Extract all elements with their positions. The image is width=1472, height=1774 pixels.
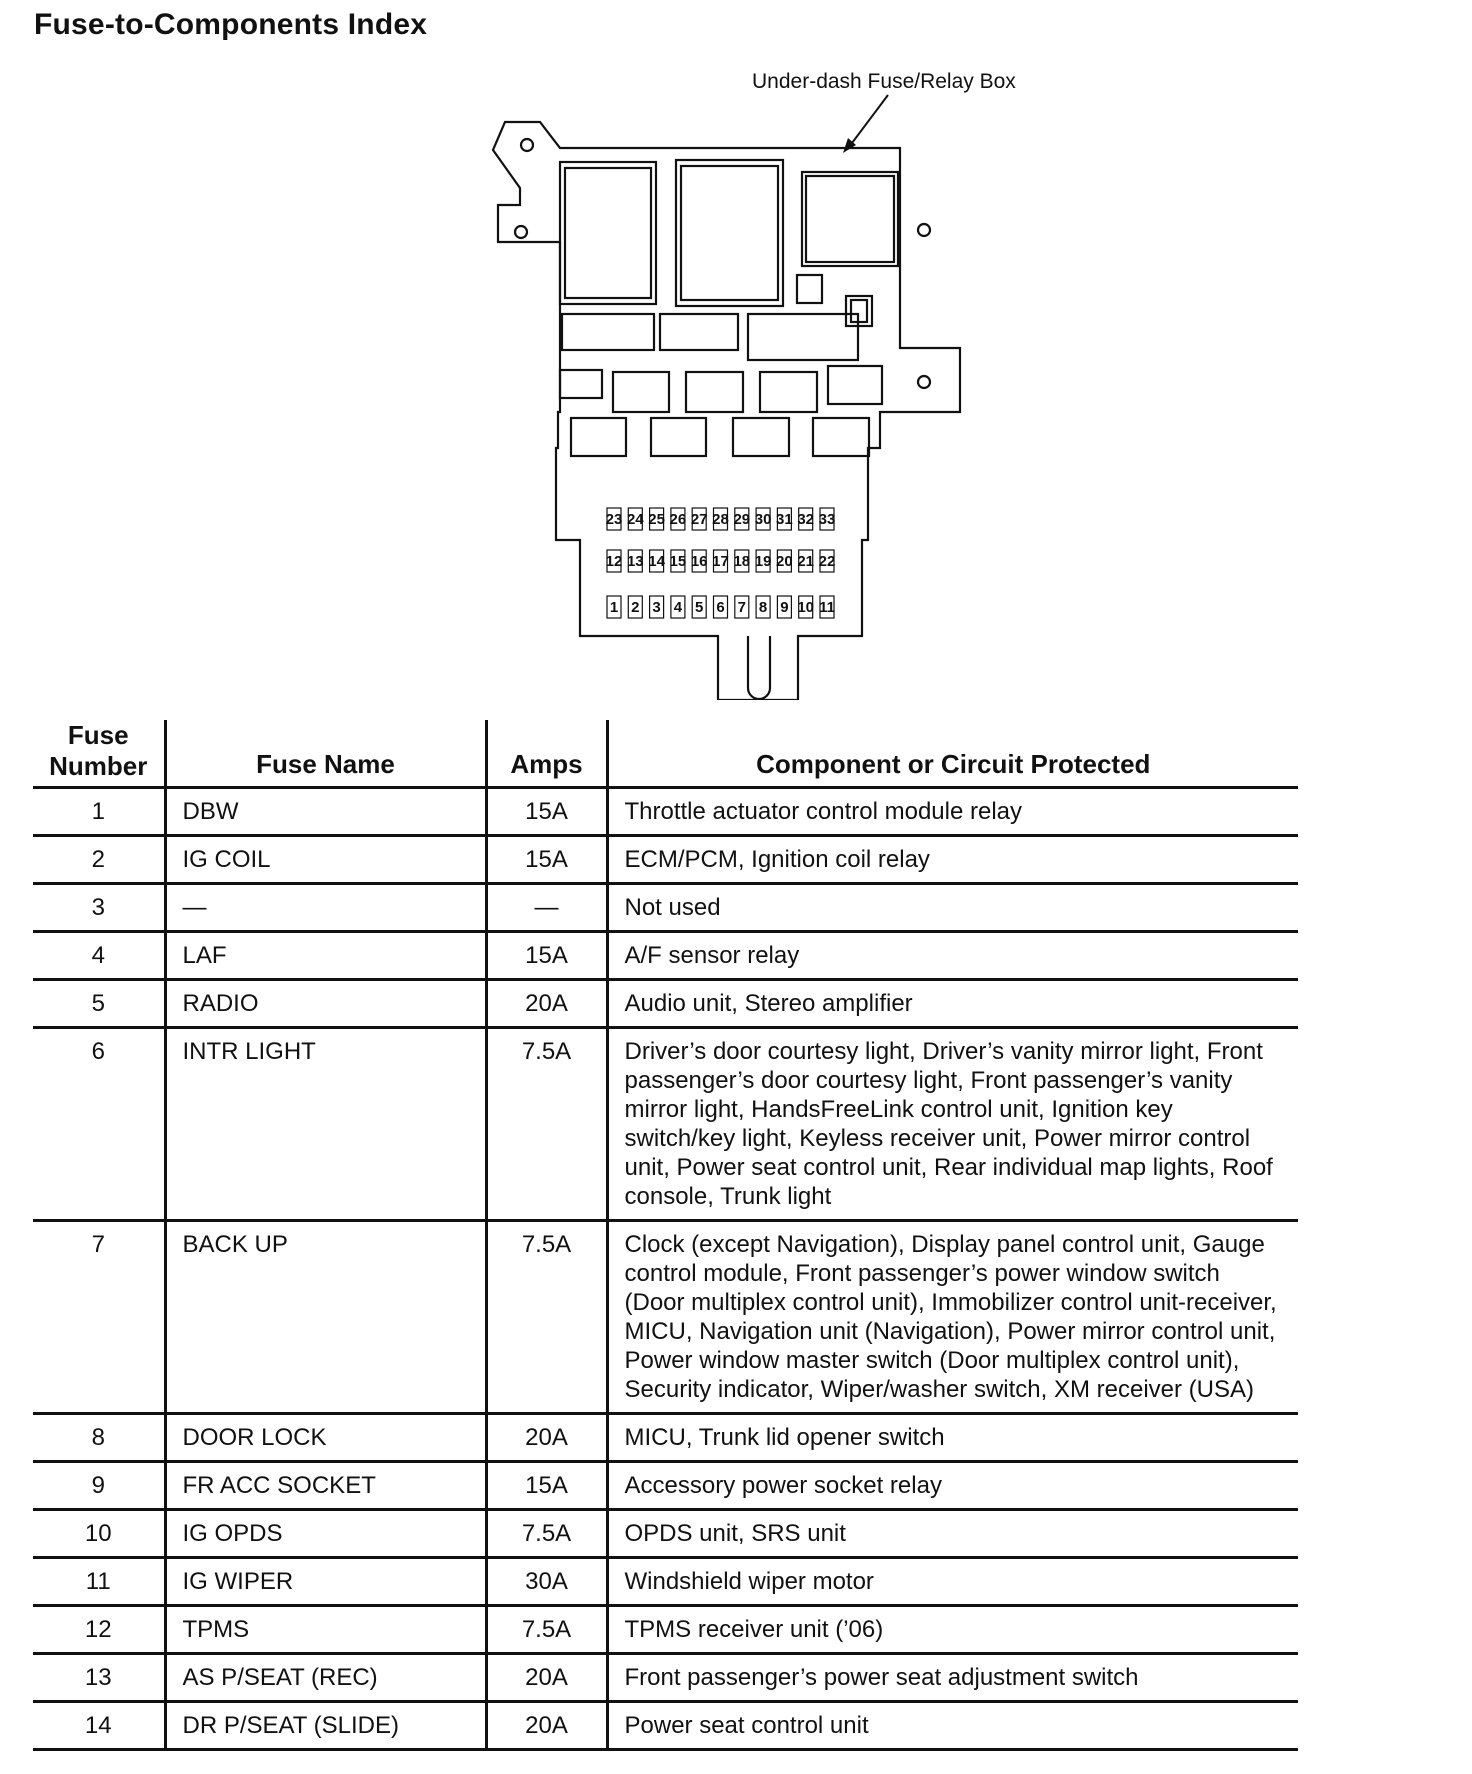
fuse-label-top: 24 bbox=[626, 511, 644, 528]
component-cell: Not used bbox=[607, 884, 1298, 932]
table-row bbox=[33, 1028, 1298, 1221]
table-row bbox=[33, 1654, 1298, 1702]
table-row bbox=[33, 1462, 1298, 1510]
fuse-name-cell: AS P/SEAT (REC) bbox=[165, 1654, 486, 1702]
label-leader-line bbox=[849, 95, 888, 147]
fuse-number-cell: 14 bbox=[33, 1702, 165, 1750]
fuse-label-middle: 12 bbox=[605, 553, 623, 570]
fuse-name-cell: IG WIPER bbox=[165, 1558, 486, 1606]
table-row bbox=[33, 932, 1298, 980]
header-fuse-number-line2: Number bbox=[49, 751, 148, 781]
box-label: Under-dash Fuse/Relay Box bbox=[752, 70, 1016, 93]
fuse-box-diagram bbox=[0, 0, 1472, 700]
fuse-row-top bbox=[606, 508, 836, 530]
fuse-label-top: 23 bbox=[605, 511, 623, 528]
fuse-label-bottom: 4 bbox=[673, 599, 683, 616]
fuse-label-top: 25 bbox=[648, 511, 665, 528]
amps-cell: 7.5A bbox=[486, 1028, 607, 1221]
component-cell: Driver’s door courtesy light, Driver’s vanity mirror light, Front passenger’s door courtesy light, Front passenger’s vanity mirror light, HandsFreeLink control unit, Ignition key switch/key light, Keyless receiver unit, Power mirror control unit, Power seat control unit, Rear individual map lights, Roof console, Trunk light bbox=[607, 1028, 1298, 1221]
header-fuse-name: Fuse Name bbox=[165, 720, 486, 788]
fuse-label-top: 33 bbox=[818, 511, 836, 528]
fuse-label-middle: 21 bbox=[797, 553, 815, 570]
fuse-label-bottom: 7 bbox=[737, 599, 746, 616]
page-title: Fuse-to-Components Index bbox=[34, 8, 428, 41]
fuse-name-cell: LAF bbox=[165, 932, 486, 980]
component-cell: OPDS unit, SRS unit bbox=[607, 1510, 1298, 1558]
header-fuse-number bbox=[33, 720, 165, 788]
component-cell: Power seat control unit bbox=[607, 1702, 1298, 1750]
fuse-label-bottom: 11 bbox=[819, 599, 835, 616]
amps-cell: 15A bbox=[486, 932, 607, 980]
fuse-label-top: 28 bbox=[712, 511, 729, 528]
fuse-row-bottom bbox=[607, 596, 835, 618]
fuse-number-cell: 7 bbox=[33, 1221, 165, 1414]
amps-cell: 30A bbox=[486, 1558, 607, 1606]
header-amps: Amps bbox=[486, 720, 607, 788]
amps-cell: 20A bbox=[486, 1702, 607, 1750]
fuse-label-bottom: 5 bbox=[695, 599, 704, 616]
fuse-number-cell: 12 bbox=[33, 1606, 165, 1654]
fuse-label-bottom: 1 bbox=[609, 599, 619, 616]
fuse-label-top: 30 bbox=[754, 511, 772, 528]
fuse-label-bottom: 3 bbox=[652, 599, 661, 616]
component-cell: Windshield wiper motor bbox=[607, 1558, 1298, 1606]
fuse-name-cell: IG OPDS bbox=[165, 1510, 486, 1558]
table-row bbox=[33, 1702, 1298, 1750]
fuse-name-cell: FR ACC SOCKET bbox=[165, 1462, 486, 1510]
fuse-label-middle: 19 bbox=[754, 553, 772, 570]
table-header-row bbox=[33, 720, 1298, 788]
table-row bbox=[33, 1510, 1298, 1558]
fuse-number-cell: 8 bbox=[33, 1414, 165, 1462]
component-cell: Front passenger’s power seat adjustment switch bbox=[607, 1654, 1298, 1702]
fuse-table bbox=[33, 720, 1298, 1751]
fuse-label-middle: 13 bbox=[626, 553, 644, 570]
amps-cell: 15A bbox=[486, 788, 607, 836]
amps-cell: 20A bbox=[486, 980, 607, 1028]
fuse-label-middle: 17 bbox=[712, 553, 729, 570]
fuse-label-bottom: 8 bbox=[758, 599, 768, 616]
fuse-name-cell: DBW bbox=[165, 788, 486, 836]
component-cell: MICU, Trunk lid opener switch bbox=[607, 1414, 1298, 1462]
fuse-label-middle: 15 bbox=[669, 553, 687, 570]
fuse-number-cell: 5 bbox=[33, 980, 165, 1028]
fuse-number-cell: 3 bbox=[33, 884, 165, 932]
fuse-box-outline bbox=[493, 122, 960, 700]
table-row bbox=[33, 884, 1298, 932]
fuse-label-middle: 16 bbox=[690, 553, 708, 570]
table-row bbox=[33, 1414, 1298, 1462]
fuse-name-cell: — bbox=[165, 884, 486, 932]
fuse-label-top: 31 bbox=[776, 511, 793, 528]
fuse-label-middle: 22 bbox=[818, 553, 836, 570]
fuse-name-cell: TPMS bbox=[165, 1606, 486, 1654]
fuse-name-cell: BACK UP bbox=[165, 1221, 486, 1414]
table-row bbox=[33, 980, 1298, 1028]
fuse-number-cell: 13 bbox=[33, 1654, 165, 1702]
amps-cell: 7.5A bbox=[486, 1510, 607, 1558]
table-row bbox=[33, 836, 1298, 884]
header-component: Component or Circuit Protected bbox=[607, 720, 1298, 788]
amps-cell: 20A bbox=[486, 1654, 607, 1702]
fuse-label-bottom: 6 bbox=[716, 599, 725, 616]
fuse-label-middle: 18 bbox=[733, 553, 751, 570]
fuse-name-cell: IG COIL bbox=[165, 836, 486, 884]
table-body bbox=[33, 788, 1298, 1750]
fuse-number-cell: 9 bbox=[33, 1462, 165, 1510]
fuse-number-cell: 1 bbox=[33, 788, 165, 836]
component-cell: Throttle actuator control module relay bbox=[607, 788, 1298, 836]
fuse-label-middle: 14 bbox=[648, 553, 665, 570]
fuse-name-cell: RADIO bbox=[165, 980, 486, 1028]
fuse-label-middle: 20 bbox=[776, 553, 793, 570]
component-cell: ECM/PCM, Ignition coil relay bbox=[607, 836, 1298, 884]
fuse-number-grid bbox=[606, 508, 836, 618]
fuse-number-cell: 2 bbox=[33, 836, 165, 884]
fuse-label-top: 26 bbox=[669, 511, 687, 528]
amps-cell: 20A bbox=[486, 1414, 607, 1462]
component-cell: Clock (except Navigation), Display panel control unit, Gauge control module, Front passenger’s power window switch (Door multiplex control unit), Immobilizer control unit-receiver, MICU, Navigation unit (Navigation), Power mirror control unit, Power window master switch (Door multiplex control unit), Security indicator, Wiper/washer switch, XM receiver (USA) bbox=[607, 1221, 1298, 1414]
fuse-number-cell: 6 bbox=[33, 1028, 165, 1221]
component-cell: A/F sensor relay bbox=[607, 932, 1298, 980]
table-row bbox=[33, 1221, 1298, 1414]
amps-cell: — bbox=[486, 884, 607, 932]
table-row bbox=[33, 1558, 1298, 1606]
component-cell: TPMS receiver unit (’06) bbox=[607, 1606, 1298, 1654]
amps-cell: 15A bbox=[486, 1462, 607, 1510]
fuse-name-cell: DR P/SEAT (SLIDE) bbox=[165, 1702, 486, 1750]
amps-cell: 15A bbox=[486, 836, 607, 884]
fuse-label-top: 32 bbox=[797, 511, 815, 528]
component-cell: Accessory power socket relay bbox=[607, 1462, 1298, 1510]
amps-cell: 7.5A bbox=[486, 1606, 607, 1654]
fuse-label-bottom: 10 bbox=[797, 599, 815, 616]
header-fuse-number-line1: Fuse bbox=[67, 720, 129, 750]
fuse-label-bottom: 9 bbox=[780, 599, 789, 616]
fuse-row-middle bbox=[606, 550, 836, 572]
table-row bbox=[33, 788, 1298, 836]
fuse-label-top: 29 bbox=[733, 511, 751, 528]
fuse-number-cell: 10 bbox=[33, 1510, 165, 1558]
fuse-number-cell: 4 bbox=[33, 932, 165, 980]
fuse-name-cell: DOOR LOCK bbox=[165, 1414, 486, 1462]
fuse-number-cell: 11 bbox=[33, 1558, 165, 1606]
amps-cell: 7.5A bbox=[486, 1221, 607, 1414]
fuse-name-cell: INTR LIGHT bbox=[165, 1028, 486, 1221]
table-row bbox=[33, 1606, 1298, 1654]
fuse-label-bottom: 2 bbox=[631, 599, 640, 616]
fuse-label-top: 27 bbox=[690, 511, 708, 528]
component-cell: Audio unit, Stereo amplifier bbox=[607, 980, 1298, 1028]
